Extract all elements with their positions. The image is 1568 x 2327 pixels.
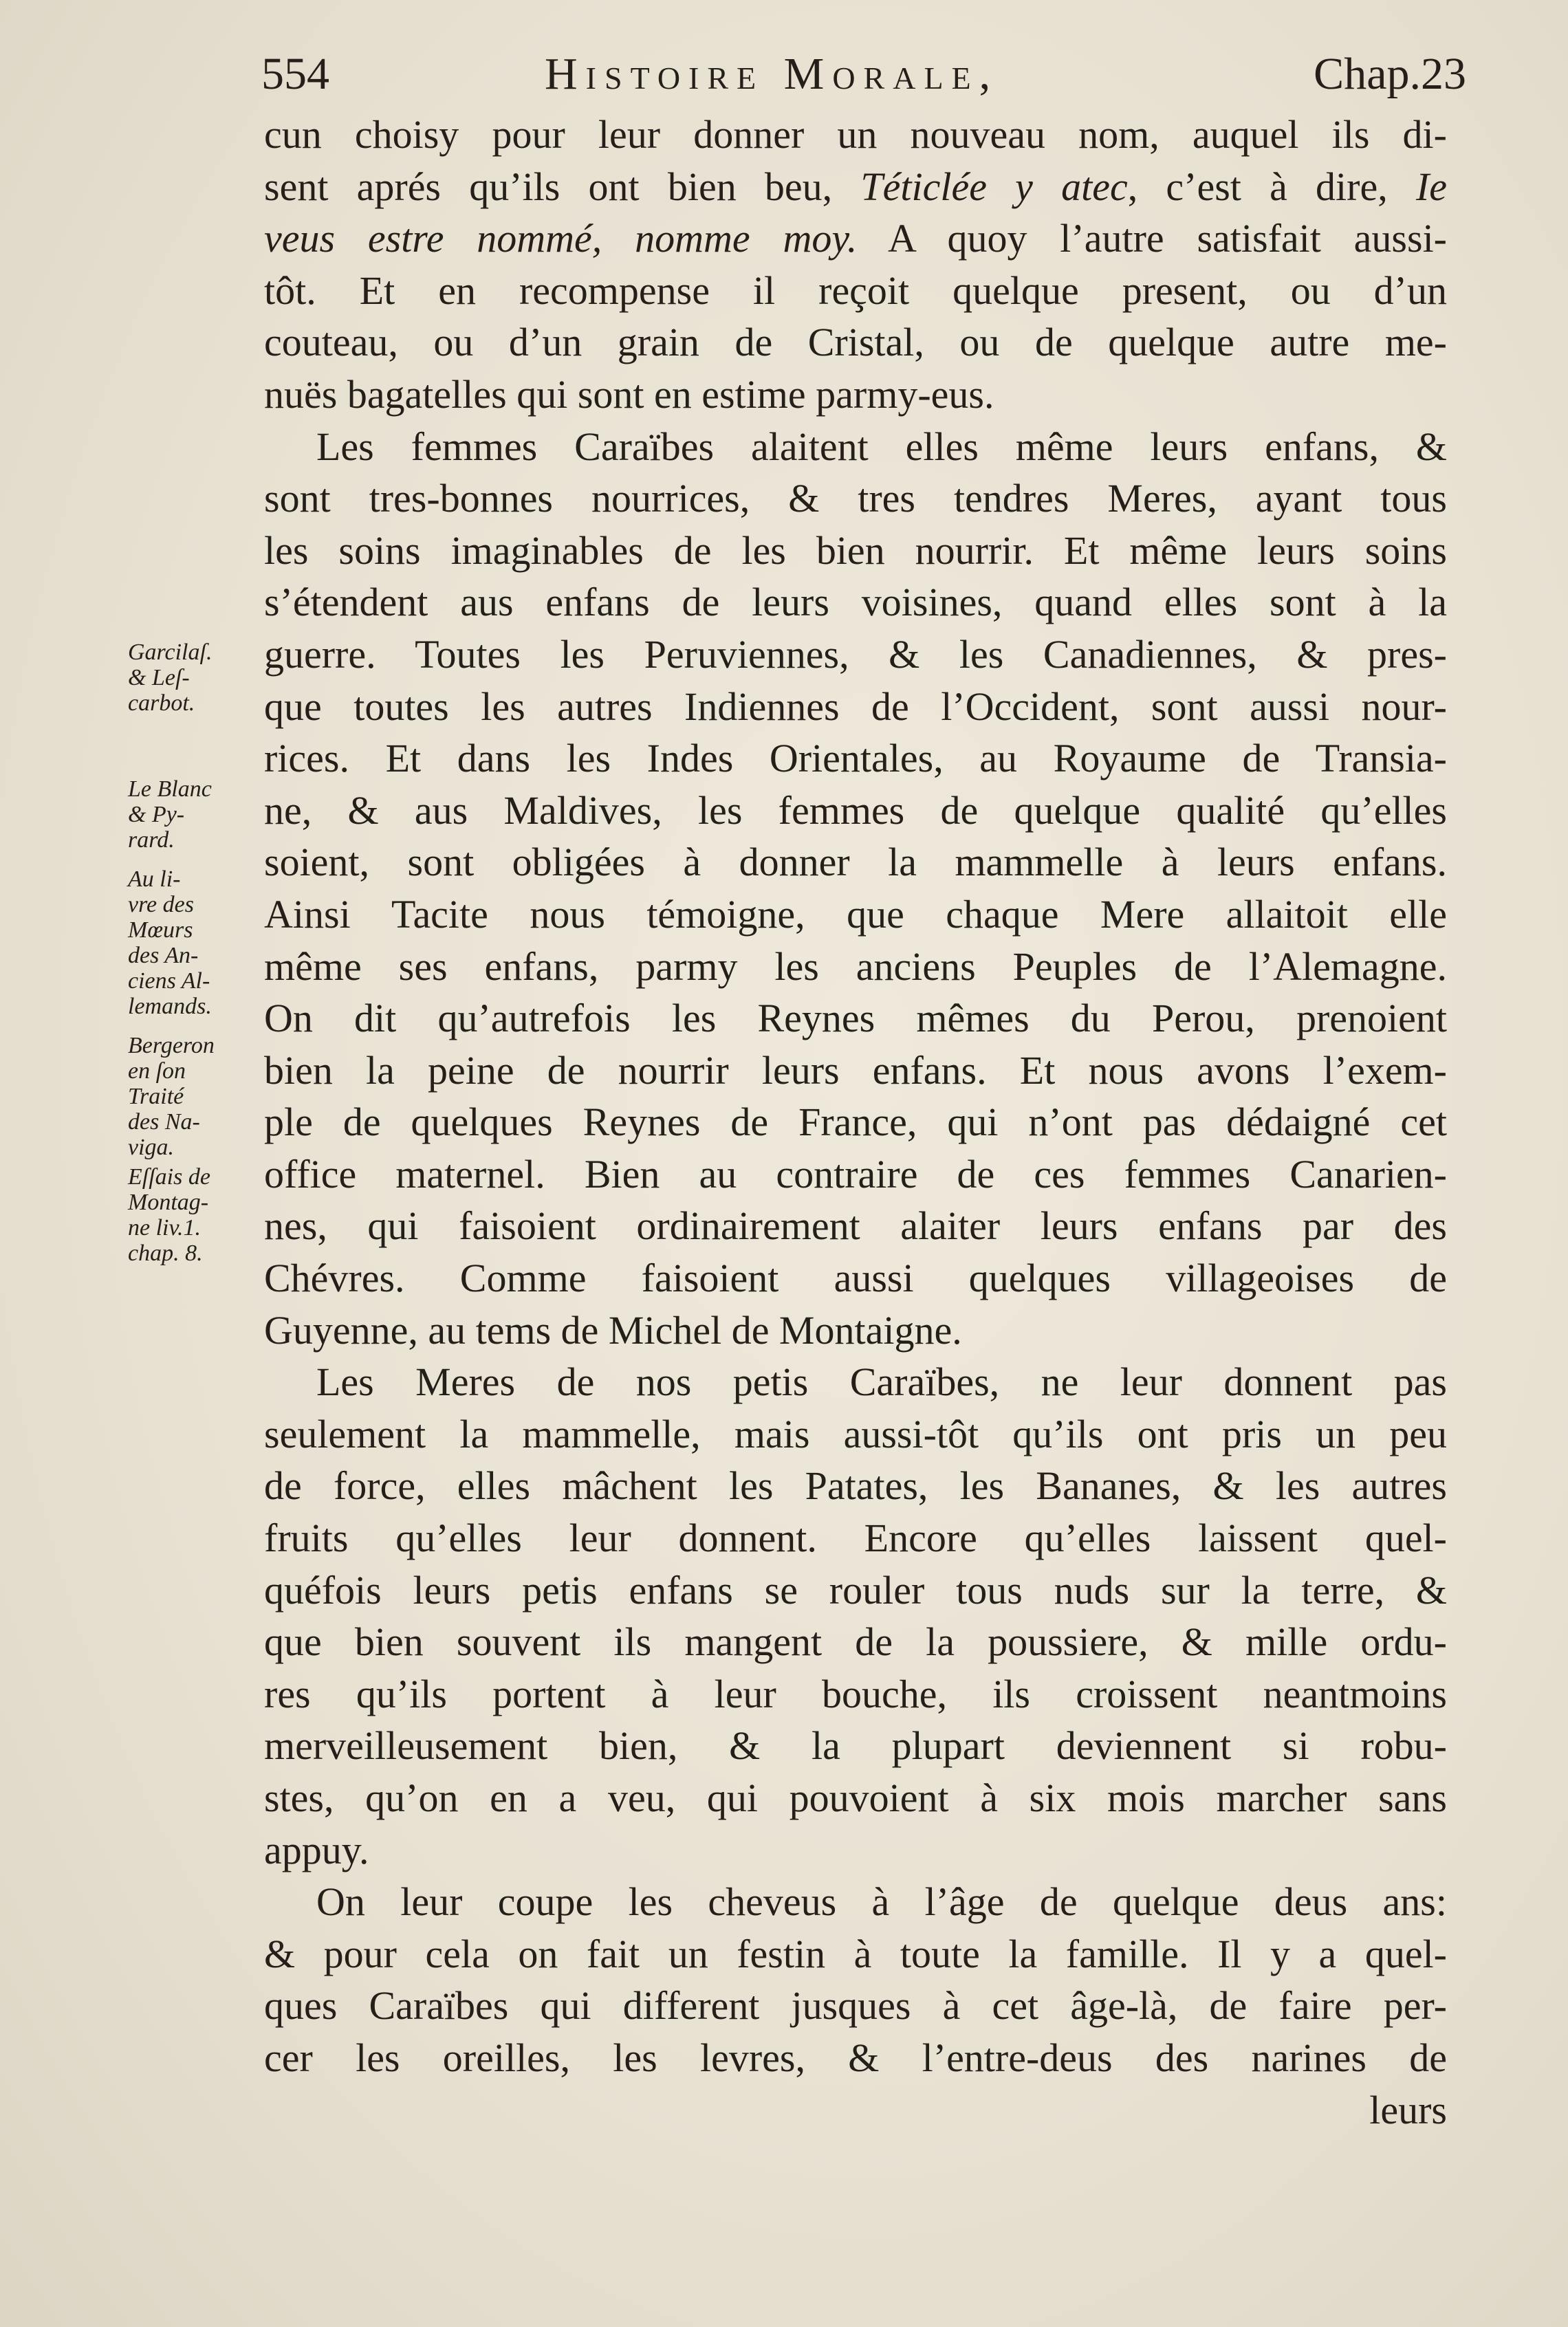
margin-note [128, 1033, 259, 1160]
text-run: rices. Et dans les Indes Orientales, au Royaume de Transia- [264, 736, 1447, 781]
margin-note-line: viga. [128, 1135, 175, 1160]
margin-note-line: ciens Al- [128, 968, 210, 994]
margin-note-line: vre des [128, 892, 194, 917]
text-line [264, 369, 1447, 421]
text-run: les soins imaginables de les bien nourrir. Et même leurs soins [264, 527, 1447, 573]
text-line [264, 472, 1447, 525]
margin-note-line: Au li- [128, 866, 181, 892]
margin-note-line: Le Blanc [128, 776, 212, 802]
text-line [264, 1460, 1447, 1512]
text-run: & pour cela on fait un festin à toute la famille. Il y a quel- [264, 1931, 1447, 1976]
text-run: Guyenne, au tems de Michel de Montaigne. [264, 1307, 962, 1353]
text-line [264, 1096, 1447, 1148]
text-line [264, 421, 1447, 473]
text-line [264, 992, 1447, 1045]
text-run: appuy. [264, 1827, 369, 1872]
margin-note-line: des An- [128, 943, 199, 968]
text-line [264, 732, 1447, 785]
text-line [264, 1980, 1447, 2032]
text-line [264, 1148, 1447, 1201]
running-title: Histoire Morale, [545, 49, 999, 99]
text-run: cer les oreilles, les levres, & l’entre-deus des narines de [264, 2035, 1447, 2080]
page-number: 554 [261, 49, 329, 99]
text-line [264, 576, 1447, 629]
text-run: On dit qu’autrefois les Reynes mêmes du Perou, prenoient [264, 996, 1447, 1041]
text-run: office maternel. Bien au contraire de ces femmes Canarien- [264, 1151, 1447, 1197]
margin-note-line: & Leſ- [128, 665, 190, 690]
text-line [264, 1304, 1447, 1357]
text-run: guerre. Toutes les Peruviennes, & les Canadiennes, & pres- [264, 631, 1447, 677]
text-line [264, 1772, 1447, 1824]
text-line [264, 1668, 1447, 1720]
text-run: Ainsi Tacite nous témoigne, que chaque Mere allaitoit elle [264, 891, 1447, 937]
chapter-label: Chap.23 [1314, 49, 1466, 99]
margin-note-line: ne liv.1. [128, 1215, 202, 1241]
margin-note-line: carbot. [128, 690, 195, 716]
text-run: ne, & aus Maldives, les femmes de quelque qualité qu’elles [264, 787, 1447, 833]
text-line [264, 109, 1447, 161]
margin-note-line: rard. [128, 827, 175, 853]
text-run: , c’est à dire, [1127, 164, 1416, 209]
text-run: Les Meres de nos petis Caraïbes, ne leur donnent pas [316, 1359, 1447, 1405]
margin-note-line: lemands. [128, 994, 212, 1019]
text-run: res qu’ils portent à leur bouche, ils croissent neantmoins [264, 1671, 1447, 1716]
text-run: stes, qu’on en a veu, qui pouvoient à six mois marcher sans [264, 1776, 1447, 1820]
margin-note-line: Montag- [128, 1190, 209, 1215]
text-run: ple de quelques Reynes de France, qui n’ont pas dédaigné cet [264, 1100, 1447, 1145]
margin-note [128, 776, 259, 853]
text-line [264, 1720, 1447, 1772]
text-run: que toutes les autres Indiennes de l’Occident, sont aussi nour- [264, 684, 1447, 729]
text-run: même ses enfans, parmy les anciens Peuples de l’Alemagne. [264, 943, 1447, 989]
text-run: sent aprés qu’ils ont bien beu, [264, 164, 861, 209]
text-line [264, 212, 1447, 265]
text-line [264, 1876, 1447, 1928]
text-line [264, 836, 1447, 888]
margin-note-line: des Na- [128, 1109, 200, 1135]
text-run: que bien souvent ils mangent de la poussiere, & mille ordu- [264, 1619, 1447, 1665]
text-run: Chévres. Comme faisoient aussi quelques villageoises de [264, 1256, 1447, 1301]
text-run: s’étendent aus enfans de leurs voisines, quand elles sont à la [264, 580, 1447, 625]
text-line [264, 316, 1447, 369]
text-run: quéfois leurs petis enfans se rouler tous nuds sur la terre, & [264, 1567, 1447, 1613]
text-line [264, 941, 1447, 993]
text-run: couteau, ou d’un grain de Cristal, ou de quelque autre me- [264, 320, 1447, 365]
italic-phrase: Téticlée y atec [860, 164, 1128, 209]
margin-note-line: Eſſais de [128, 1164, 210, 1190]
text-line [264, 265, 1447, 317]
text-line [264, 1200, 1447, 1252]
running-head [256, 47, 1466, 102]
text-run: On leur coupe les cheveus à l’âge de quelque deus ans: [316, 1879, 1447, 1925]
text-run: nes, qui faisoient ordinairement alaiter leurs enfans par des [264, 1203, 1447, 1249]
text-line [264, 1252, 1447, 1304]
italic-phrase: veus estre nommé, nomme moy. [264, 216, 858, 261]
margin-note [128, 640, 259, 716]
text-run: tôt. Et en recompense il reçoit quelque present, ou d’un [264, 267, 1447, 313]
text-line [264, 1512, 1447, 1564]
text-run: ques Caraïbes qui different jusques à cet âge-là, de faire per- [264, 1983, 1447, 2029]
text-line [264, 629, 1447, 681]
text-line [264, 161, 1447, 213]
text-run: bien la peine de nourrir leurs enfans. Et nous avons l’exem- [264, 1047, 1447, 1093]
text-run: nuës bagatelles qui sont en estime parmy-eus. [264, 371, 994, 417]
italic-phrase: Ie [1415, 164, 1447, 209]
text-line [264, 525, 1447, 577]
text-run: Les femmes Caraïbes alaitent elles même leurs enfans, & [316, 424, 1447, 469]
text-line [264, 1408, 1447, 1461]
body-text [264, 109, 1447, 2136]
text-run: sont tres-bonnes nourrices, & tres tendres Meres, ayant tous [264, 476, 1447, 521]
text-run: de force, elles mâchent les Patates, les Bananes, & les autres [264, 1463, 1447, 1509]
margin-note-line: en ſon [128, 1058, 186, 1084]
margin-note-line: Bergeron [128, 1033, 215, 1058]
margin-note [128, 866, 259, 1019]
text-line [264, 1616, 1447, 1668]
text-line [264, 1356, 1447, 1408]
text-line [264, 1824, 1447, 1877]
marginal-notes [128, 640, 259, 1266]
text-run: cun choisy pour leur donner un nouveau nom, auquel ils di- [264, 112, 1447, 157]
text-run: seulement la mammelle, mais aussi-tôt qu’ils ont pris un peu [264, 1411, 1447, 1456]
text-run: merveilleusement bien, & la plupart deviennent si robu- [264, 1723, 1447, 1769]
text-line [264, 888, 1447, 941]
text-line [264, 1564, 1447, 1617]
text-line [264, 2084, 1447, 2137]
text-run: A quoy l’autre satisfait aussi- [857, 216, 1447, 261]
text-line [264, 1928, 1447, 1980]
margin-note-line: Traité [128, 1084, 184, 1109]
text-line [264, 1045, 1447, 1097]
text-line [264, 785, 1447, 837]
margin-note-line: Mœurs [128, 917, 193, 943]
text-run: soient, sont obligées à donner la mammelle à leurs enfans. [264, 840, 1447, 885]
text-run: fruits qu’elles leur donnent. Encore qu’elles laissent quel- [264, 1516, 1447, 1561]
margin-note [128, 1164, 259, 1266]
margin-note-line: Garcilaſ. [128, 640, 213, 665]
text-line [264, 681, 1447, 733]
text-line [264, 2032, 1447, 2084]
margin-note-line: & Py- [128, 802, 185, 827]
margin-note-line: chap. 8. [128, 1241, 203, 1266]
text-run: leurs [1369, 2087, 1447, 2132]
